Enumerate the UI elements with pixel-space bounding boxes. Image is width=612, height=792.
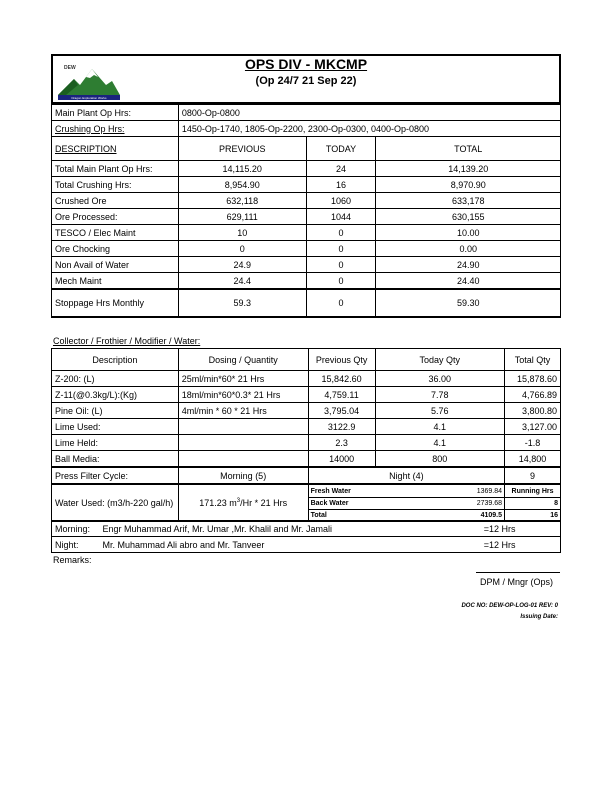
- reagents-header-row: [52, 349, 561, 371]
- table-row: [52, 177, 561, 193]
- cell-dosing: [178, 435, 308, 451]
- cell-previous: 3122.9: [308, 419, 375, 435]
- water-dosing-prefix: 171.23 m: [199, 498, 237, 508]
- back-water-label: Back Water: [309, 497, 427, 509]
- press-total: 9: [505, 467, 561, 484]
- signature-line: [476, 572, 560, 573]
- morning-hours: =12 Hrs: [481, 521, 561, 537]
- header-total: TOTAL: [376, 137, 561, 161]
- cell-today: 4.1: [375, 435, 504, 451]
- table-row: [52, 371, 561, 387]
- cell-previous: 4,759.11: [308, 387, 375, 403]
- row-label: Lime Held:: [52, 435, 179, 451]
- signature-title: DPM / Mngr (Ops): [480, 577, 554, 587]
- cell-previous: 629,111: [178, 209, 306, 225]
- morning-names: Engr Muhammad Arif, Mr. Umar ,Mr. Khalil and Mr. Jamali: [99, 521, 480, 537]
- cell-dosing: 4ml/min * 60 * 21 Hrs: [178, 403, 308, 419]
- table-row: [52, 451, 561, 468]
- night-names: Mr. Muhammad Ali abro and Mr. Tanveer: [99, 537, 480, 553]
- header-total-qty: Total Qty: [505, 349, 561, 371]
- reagents-table: [51, 348, 561, 522]
- row-label: Ball Media:: [52, 451, 179, 468]
- cell-today: 0: [306, 257, 376, 273]
- table-row: [52, 193, 561, 209]
- cell-today: 1044: [306, 209, 376, 225]
- row-label: Stoppage Hrs Monthly: [52, 289, 179, 317]
- water-dosing-suffix: /Hr * 21 Hrs: [240, 498, 288, 508]
- row-label: Pine Oil: (L): [52, 403, 179, 419]
- document-number: DOC NO: DEW-OP-LOG-01 REV: 0: [461, 603, 558, 609]
- row-label: Non Avail of Water: [52, 257, 179, 273]
- cell-previous: 0: [178, 241, 306, 257]
- cell-today: 24: [306, 161, 376, 177]
- cell-dosing: 18ml/min*60*0.3* 21 Hrs: [178, 387, 308, 403]
- total-water-value: 4109.5: [480, 511, 503, 519]
- cell-total: 14,800: [505, 451, 561, 468]
- page-title: OPS DIV - MKCMP: [244, 56, 368, 72]
- press-morning: Morning (5): [178, 467, 308, 484]
- issuing-date: Issuing Date:: [520, 614, 558, 620]
- header-previous-qty: Previous Qty: [308, 349, 375, 371]
- night-hours: =12 Hrs: [481, 537, 561, 553]
- water-breakdown: [308, 484, 504, 522]
- cell-dosing: 25ml/min*60* 21 Hrs: [178, 371, 308, 387]
- header-previous: PREVIOUS: [178, 137, 306, 161]
- cell-total: 59.30: [376, 289, 561, 317]
- cell-total: 15,878.60: [505, 371, 561, 387]
- cell-today: 800: [375, 451, 504, 468]
- cell-previous: 24.9: [178, 257, 306, 273]
- row-label: Lime Used:: [52, 419, 179, 435]
- header-today: TODAY: [306, 137, 376, 161]
- cell-total: 3,127.00: [505, 419, 561, 435]
- remarks-label: Remarks:: [53, 555, 92, 565]
- night-shift-row: [52, 537, 561, 553]
- cell-previous: 632,118: [178, 193, 306, 209]
- svg-text:DEW: DEW: [64, 65, 76, 71]
- header-today-qty: Today Qty: [375, 349, 504, 371]
- cell-total: 24.40: [376, 273, 561, 290]
- back-water-value: 2739.68: [426, 497, 504, 509]
- table-row: [52, 273, 561, 290]
- running-hours-total: 16: [550, 511, 558, 519]
- morning-shift-row: [52, 521, 561, 537]
- cell-total: 8,970.90: [376, 177, 561, 193]
- row-label: Ore Processed:: [52, 209, 179, 225]
- cell-today: 0: [306, 225, 376, 241]
- row-label: Z-11(@0.3kg/L):(Kg): [52, 387, 179, 403]
- cell-today: 1060: [306, 193, 376, 209]
- report-header: [51, 54, 561, 104]
- running-hours-back: 8: [505, 497, 560, 509]
- water-used-label: Water Used: (m3/h-220 gal/h): [52, 484, 179, 522]
- cell-previous: 10: [178, 225, 306, 241]
- cell-total: 0.00: [376, 241, 561, 257]
- press-filter-label: Press Filter Cycle:: [52, 467, 179, 484]
- page-subtitle: (Op 24/7 21 Sep 22): [255, 75, 357, 87]
- cell-total: 10.00: [376, 225, 561, 241]
- row-label: Ore Chocking: [52, 241, 179, 257]
- cell-previous: 14000: [308, 451, 375, 468]
- cell-previous: 59.3: [178, 289, 306, 317]
- water-used-row: [52, 484, 561, 522]
- cell-today: 36.00: [375, 371, 504, 387]
- cell-previous: 14,115.20: [178, 161, 306, 177]
- header-description: Description: [52, 349, 179, 371]
- table-row: [52, 241, 561, 257]
- table-row: [52, 225, 561, 241]
- cell-today: 16: [306, 177, 376, 193]
- svg-text:Dragon Exploration Works: Dragon Exploration Works: [71, 96, 107, 100]
- cell-today: 5.76: [375, 403, 504, 419]
- press-filter-row: [52, 467, 561, 484]
- cell-total: -1.8: [505, 435, 561, 451]
- cell-today: 0: [306, 241, 376, 257]
- section-title-collector: Collector / Frothier / Modifier / Water:: [53, 336, 201, 346]
- cell-dosing: [178, 451, 308, 468]
- table-row: [52, 161, 561, 177]
- table-row: [52, 403, 561, 419]
- cell-previous: 15,842.60: [308, 371, 375, 387]
- table-row: [52, 257, 561, 273]
- shifts-table: [51, 520, 561, 553]
- table-row: [52, 209, 561, 225]
- total-water-label: Total: [310, 511, 327, 519]
- cell-today: 0: [306, 273, 376, 290]
- row-label: Total Crushing Hrs:: [52, 177, 179, 193]
- main-hours-label: Main Plant Op Hrs:: [52, 105, 179, 121]
- cell-total: 630,155: [376, 209, 561, 225]
- cell-total: 24.90: [376, 257, 561, 273]
- header-dosing: Dosing / Quantity: [178, 349, 308, 371]
- row-label: Z-200: (L): [52, 371, 179, 387]
- table-row: [52, 419, 561, 435]
- cell-total: 633,178: [376, 193, 561, 209]
- night-label: Night:: [52, 537, 100, 553]
- cell-today: 0: [306, 289, 376, 317]
- table-row: [52, 387, 561, 403]
- row-label: Crushed Ore: [52, 193, 179, 209]
- table-row: [52, 435, 561, 451]
- cell-total: 14,139.20: [376, 161, 561, 177]
- fresh-water-label: Fresh Water: [309, 486, 427, 498]
- cell-today: 4.1: [375, 419, 504, 435]
- summary-header-row: [52, 137, 561, 161]
- cell-total: 3,800.80: [505, 403, 561, 419]
- running-hours: [505, 484, 561, 522]
- header-description: DESCRIPTION: [52, 137, 179, 161]
- stoppage-row: [52, 289, 561, 317]
- crushing-hours-label: Crushing Op Hrs:: [52, 121, 179, 137]
- row-label: TESCO / Elec Maint: [52, 225, 179, 241]
- water-dosing: [178, 484, 308, 522]
- cell-previous: 2.3: [308, 435, 375, 451]
- running-hours-label: Running Hrs: [505, 486, 560, 498]
- morning-label: Morning:: [52, 521, 100, 537]
- cell-previous: 24.4: [178, 273, 306, 290]
- cell-today: 7.78: [375, 387, 504, 403]
- press-night: Night (4): [308, 467, 504, 484]
- row-label: Total Main Plant Op Hrs:: [52, 161, 179, 177]
- cell-total: 4,766.89: [505, 387, 561, 403]
- fresh-water-value: 1369.84: [426, 486, 504, 498]
- summary-table: [51, 104, 561, 318]
- row-label: Mech Maint: [52, 273, 179, 290]
- crushing-hours-value: 1450-Op-1740, 1805-Op-2200, 2300-Op-0300, 0400-Op-0800: [178, 121, 560, 137]
- water-dosing-sup: 3: [236, 498, 241, 504]
- cell-dosing: [178, 419, 308, 435]
- cell-previous: 3,795.04: [308, 403, 375, 419]
- main-hours-value: 0800-Op-0800: [178, 105, 560, 121]
- cell-previous: 8,954.90: [178, 177, 306, 193]
